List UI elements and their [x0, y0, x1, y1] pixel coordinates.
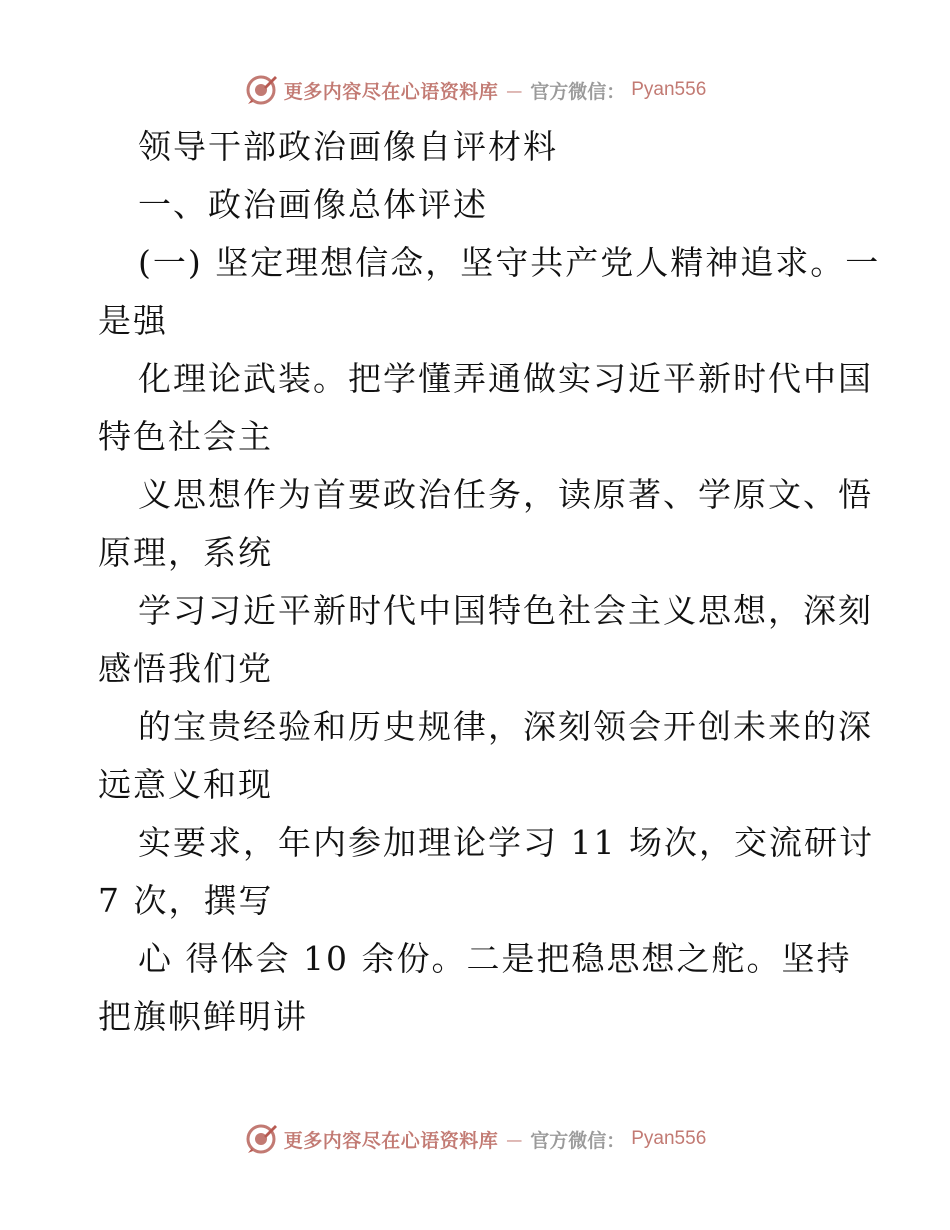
header-watermark-sub: 官方微信：: [530, 80, 626, 103]
paragraph-line: 的宝贵经验和历史规律，深刻领会开创未来的深: [138, 707, 873, 746]
footer-watermark-inner: [244, 1122, 707, 1156]
header-watermark-main: 更多内容尽在心语资料库: [283, 80, 499, 103]
section-heading: 一、政治画像总体评述: [138, 185, 488, 224]
pen-logo-icon: [244, 73, 278, 107]
paragraph-line: 化理论武装。把学懂弄通做实习近平新时代中国: [138, 359, 873, 398]
paragraph-line: 7 次，撰写: [98, 881, 274, 920]
pen-logo-icon: [244, 1122, 278, 1156]
paragraph-line: 是强: [98, 301, 168, 340]
paragraph-line: 特色社会主: [98, 417, 273, 456]
header-watermark-dash: —: [506, 80, 523, 100]
header-watermark-id: Pyan556: [631, 79, 707, 100]
footer-watermark-sub: 官方微信：: [530, 1129, 626, 1152]
paragraph-line: 心 得体会 10 余份。二是把稳思想之舵。坚持: [138, 939, 852, 978]
header-watermark-inner: [244, 73, 707, 107]
document-title: 领导干部政治画像自评材料: [138, 127, 558, 166]
paragraph-line: 把旗帜鲜明讲: [98, 997, 308, 1036]
paragraph-line: 实要求，年内参加理论学习 11 场次，交流研讨: [138, 823, 874, 862]
paragraph-line: 远意义和现: [98, 765, 273, 804]
footer-watermark-main: 更多内容尽在心语资料库: [283, 1129, 499, 1152]
paragraph-line: 义思想作为首要政治任务，读原著、学原文、悟: [138, 475, 873, 514]
document-body: [98, 118, 881, 1046]
paragraph-line: 感悟我们党: [98, 649, 273, 688]
footer-watermark: [0, 1119, 950, 1159]
header-watermark: [0, 70, 950, 110]
footer-watermark-dash: —: [506, 1129, 523, 1149]
paragraph-line: 原理，系统: [98, 533, 273, 572]
paragraph-line: 学习习近平新时代中国特色社会主义思想，深刻: [138, 591, 873, 630]
footer-watermark-id: Pyan556: [631, 1128, 707, 1149]
paragraph-line: (一) 坚定理想信念，坚守共产党人精神追求。一: [138, 243, 881, 282]
